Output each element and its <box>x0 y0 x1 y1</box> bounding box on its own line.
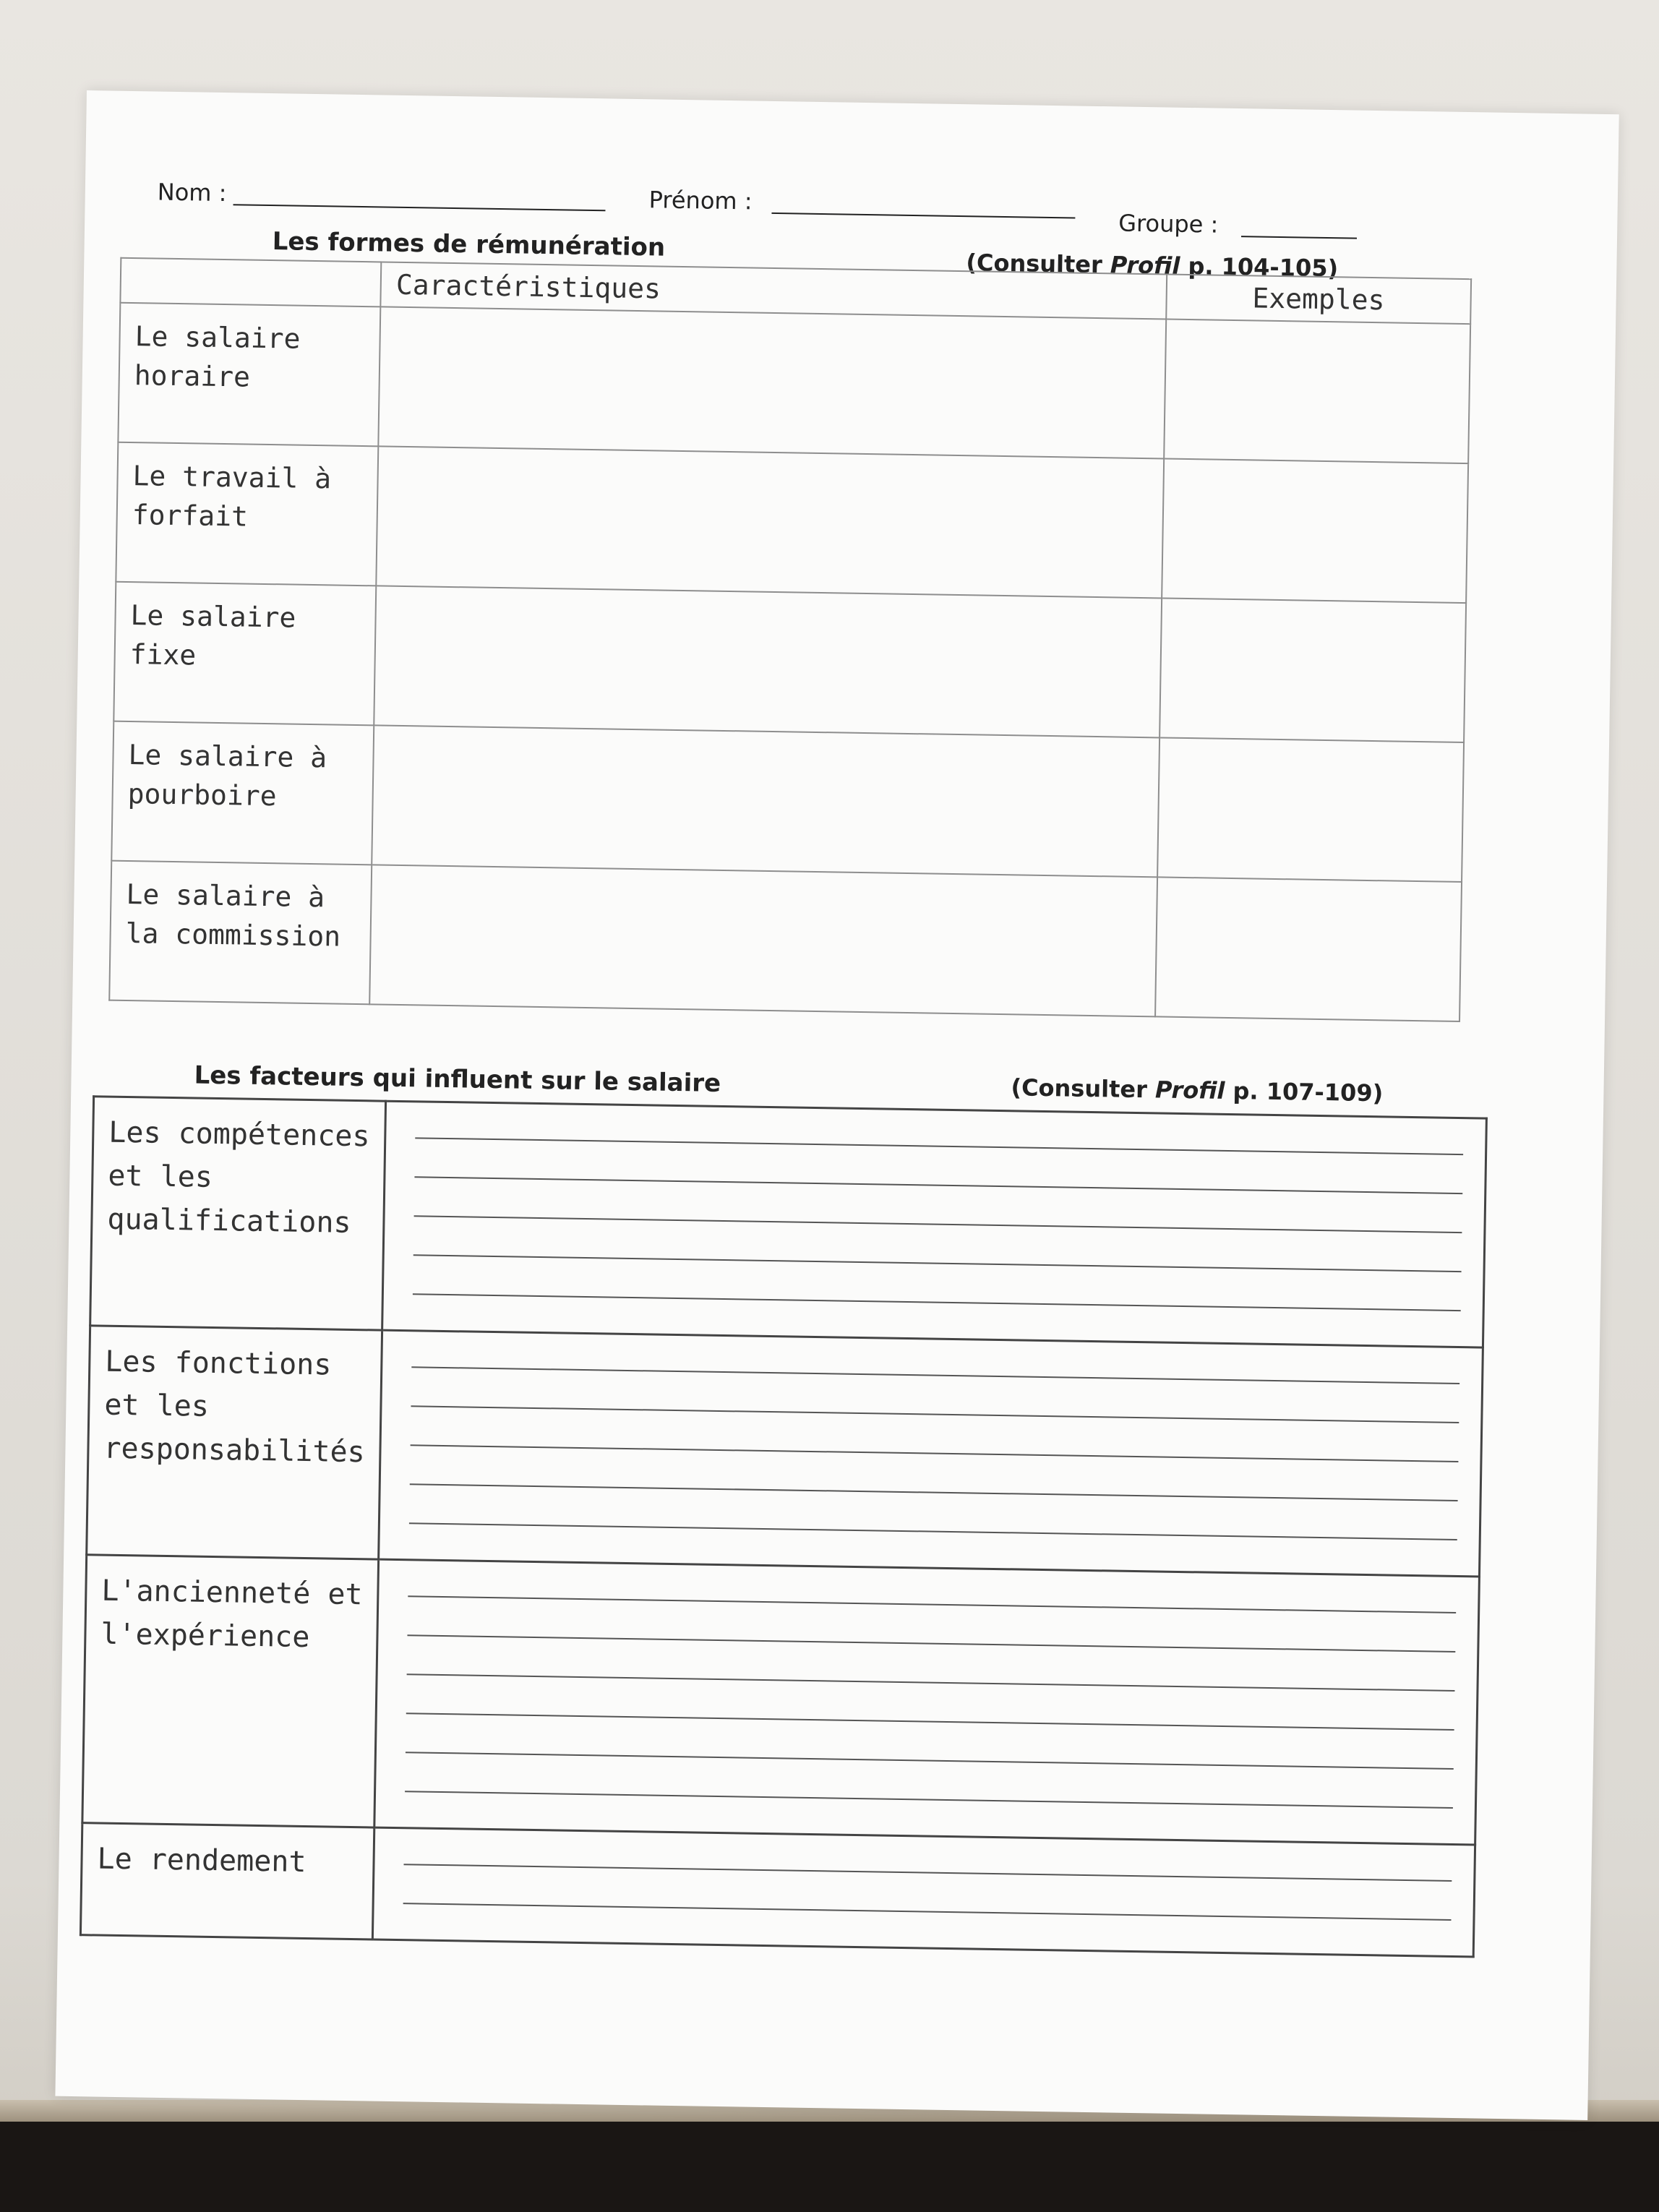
forms-row-label: Le travail à forfait <box>116 442 378 586</box>
forms-section-title: Les formes de rémunération <box>272 227 666 262</box>
factors-row <box>90 1097 1487 1347</box>
forms-header-characteristics: Caractéristiques <box>380 262 1166 319</box>
factors-row-label: Le rendement <box>80 1823 374 1939</box>
forms-row-label: Le salaire à pourboire <box>111 721 374 865</box>
examples-cell[interactable] <box>1159 598 1466 742</box>
factors-row <box>82 1555 1480 1845</box>
groupe-blank[interactable] <box>1241 236 1357 239</box>
examples-cell[interactable] <box>1155 877 1462 1021</box>
factors-row-label: Les fonctions et les responsabilités <box>87 1326 382 1559</box>
forms-row-label: Le salaire horaire <box>118 303 380 447</box>
characteristics-cell[interactable] <box>374 586 1161 737</box>
desk-surface <box>0 2122 1659 2212</box>
characteristics-cell[interactable] <box>372 725 1159 877</box>
forms-table <box>108 257 1472 1022</box>
answer-lines-cell[interactable] <box>374 1559 1479 1845</box>
forms-row <box>113 582 1466 742</box>
answer-lines-cell[interactable] <box>373 1827 1475 1957</box>
answer-lines-cell[interactable] <box>379 1330 1483 1577</box>
examples-cell[interactable] <box>1162 458 1468 603</box>
forms-header-empty <box>120 258 381 307</box>
characteristics-cell[interactable] <box>369 865 1157 1016</box>
factors-row <box>87 1326 1483 1577</box>
forms-section-reference: (Consulter Profil p. 104-105) <box>966 249 1339 283</box>
factors-row-label: L'ancienneté et l'expérience <box>82 1555 379 1827</box>
factors-row <box>80 1823 1475 1957</box>
factors-row-label: Les compétences et les qualifications <box>90 1097 386 1330</box>
forms-row-label: Le salaire à la commission <box>109 861 372 1005</box>
groupe-label: Groupe : <box>1118 209 1219 239</box>
forms-row <box>111 721 1464 882</box>
characteristics-cell[interactable] <box>376 446 1163 598</box>
factors-table <box>80 1095 1488 1958</box>
nom-blank[interactable] <box>233 204 606 211</box>
prenom-blank[interactable] <box>771 213 1075 219</box>
examples-cell[interactable] <box>1164 319 1470 463</box>
characteristics-cell[interactable] <box>378 306 1165 458</box>
factors-section-reference: (Consulter Profil p. 107-109) <box>1011 1073 1384 1107</box>
forms-row-label: Le salaire fixe <box>113 582 376 726</box>
prenom-label: Prénom : <box>648 186 753 215</box>
forms-row <box>118 303 1470 463</box>
examples-cell[interactable] <box>1157 737 1464 882</box>
factors-section-title: Les facteurs qui influent sur le salaire <box>194 1060 721 1098</box>
nom-label: Nom : <box>157 178 227 207</box>
forms-row <box>109 861 1462 1021</box>
forms-header-examples: Exemples <box>1166 274 1471 324</box>
answer-lines-cell[interactable] <box>382 1101 1487 1347</box>
worksheet-page <box>55 90 1619 2120</box>
forms-row <box>116 442 1468 603</box>
